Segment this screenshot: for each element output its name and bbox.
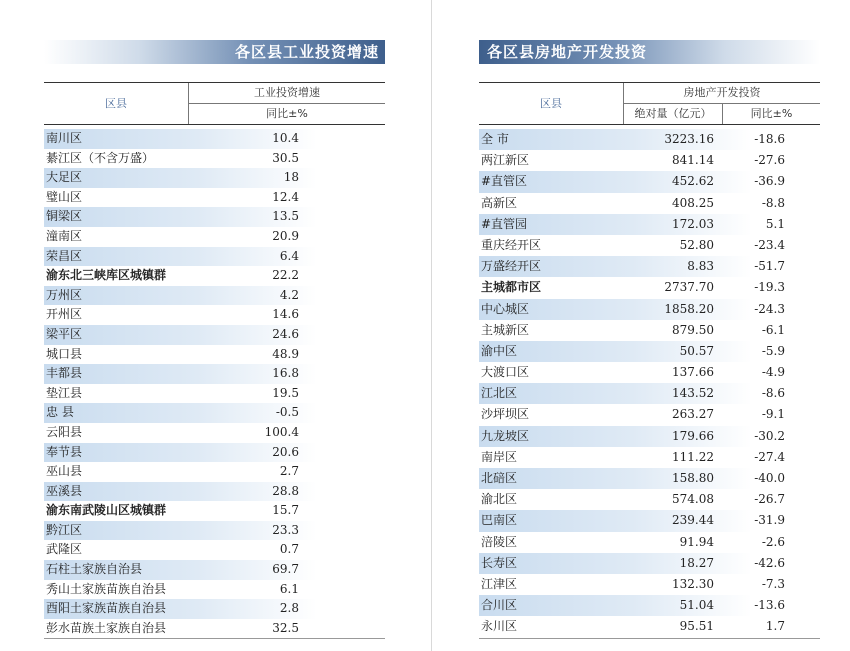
absolute-amount-value: 91.94	[679, 534, 714, 549]
page-divider	[431, 0, 432, 651]
table-row	[44, 619, 385, 639]
absolute-amount-value: 158.80	[672, 471, 714, 485]
district-name: 万盛经开区	[481, 259, 542, 274]
district-name: 城口县	[46, 346, 83, 361]
district-name: 忠 县	[46, 405, 74, 420]
table-row	[479, 129, 820, 150]
table-row	[44, 580, 385, 600]
table-row	[479, 171, 820, 192]
yoy-value: -27.4	[754, 449, 785, 464]
district-name: 合川区	[481, 598, 518, 613]
district-name: 大渡口区	[481, 365, 530, 380]
table-row	[44, 384, 385, 404]
real-estate-investment-panel	[479, 40, 820, 639]
industrial-investment-title: 各区县工业投资增速	[234, 43, 379, 61]
table-row	[479, 341, 820, 362]
yoy-value: 12.4	[272, 189, 299, 204]
yoy-value: 19.5	[272, 385, 299, 400]
yoy-value: -18.6	[754, 132, 785, 146]
real-estate-table-body	[479, 129, 820, 638]
district-name: 石柱土家族自治县	[46, 562, 143, 577]
district-name: 九龙坡区	[481, 428, 530, 443]
table-row	[479, 193, 820, 214]
yoy-value: -19.3	[754, 280, 785, 295]
real-estate-title-bar	[479, 40, 820, 64]
yoy-value: -2.6	[761, 534, 785, 549]
absolute-amount-value: 172.03	[672, 216, 714, 231]
industrial-table-header	[44, 82, 385, 125]
yoy-value: 100.4	[264, 424, 299, 439]
yoy-value: -51.7	[754, 259, 785, 274]
table-row	[479, 532, 820, 553]
district-name: 綦江区（不含万盛）	[46, 150, 155, 165]
yoy-column-header: 同比±%	[266, 107, 308, 120]
yoy-value: -0.5	[275, 405, 299, 420]
district-name: 巫溪县	[46, 483, 83, 498]
table-row	[44, 266, 385, 286]
yoy-value: 6.4	[279, 248, 299, 263]
absolute-amount-value: 408.25	[672, 195, 714, 210]
yoy-value: 2.7	[279, 464, 299, 479]
table-row	[479, 574, 820, 595]
yoy-value: -23.4	[754, 237, 785, 252]
district-name: 南岸区	[481, 449, 518, 464]
absolute-amount-value: 52.80	[679, 237, 714, 252]
table-row	[479, 553, 820, 574]
district-name: 奉节县	[46, 444, 83, 459]
district-name: 北碚区	[481, 471, 518, 485]
yoy-value: -8.6	[761, 386, 785, 401]
yoy-value: -24.3	[754, 301, 785, 316]
table-row	[44, 305, 385, 325]
absolute-amount-value: 137.66	[672, 365, 714, 380]
yoy-value: 24.6	[272, 326, 299, 341]
district-name: 两江新区	[481, 153, 530, 168]
absolute-amount-value: 263.27	[672, 407, 714, 422]
yoy-value: 16.8	[272, 366, 299, 381]
table-row	[44, 227, 385, 247]
table-row	[479, 299, 820, 320]
yoy-value: -36.9	[754, 174, 785, 189]
district-name: 万州区	[46, 287, 83, 302]
yoy-value: -5.9	[761, 343, 785, 358]
yoy-value: -8.8	[761, 195, 785, 210]
yoy-value: -40.0	[754, 471, 785, 485]
district-name: 云阳县	[46, 424, 83, 439]
district-name: 主城新区	[481, 322, 530, 337]
growth-group-header: 工业投资增速	[189, 83, 385, 104]
real-estate-group-header: 房地产开发投资	[624, 83, 820, 104]
absolute-amount-value: 879.50	[672, 322, 714, 337]
table-row	[44, 149, 385, 169]
yoy-value: 32.5	[272, 620, 299, 635]
table-row	[479, 616, 820, 637]
yoy-value: 4.2	[279, 287, 299, 302]
district-column-header: 区县	[479, 83, 624, 124]
yoy-value: -42.6	[754, 555, 785, 570]
district-name: 酉阳土家族苗族自治县	[46, 601, 167, 616]
real-estate-table-header	[479, 82, 820, 125]
district-name: 重庆经开区	[481, 237, 542, 252]
absolute-amount-value: 50.57	[679, 343, 714, 358]
table-row	[44, 345, 385, 365]
table-row	[479, 468, 820, 489]
district-name: 江北区	[481, 386, 518, 401]
district-name: 巴南区	[481, 513, 518, 528]
yoy-value: 18	[283, 170, 299, 185]
absolute-amount-value: 574.08	[672, 492, 714, 507]
table-row	[44, 599, 385, 619]
district-name: 主城都市区	[481, 280, 542, 295]
district-name: 潼南区	[46, 228, 83, 243]
yoy-value: 48.9	[272, 346, 299, 361]
real-estate-title: 各区县房地产开发投资	[487, 43, 648, 61]
table-row	[479, 447, 820, 468]
yoy-value: 0.7	[279, 542, 299, 557]
yoy-value: 28.8	[272, 483, 299, 498]
district-name: 荣昌区	[46, 248, 83, 263]
table-row	[479, 150, 820, 171]
table-row	[479, 277, 820, 298]
district-name: 渝中区	[481, 343, 518, 358]
table-row	[479, 256, 820, 277]
district-name: 铜梁区	[46, 209, 83, 224]
table-row	[44, 325, 385, 345]
table-row	[479, 320, 820, 341]
yoy-value: 5.1	[765, 216, 785, 231]
district-name: 秀山土家族苗族自治县	[46, 581, 167, 596]
yoy-value: 2.8	[279, 601, 299, 616]
district-name: 江津区	[481, 576, 518, 591]
district-name: #直管区	[481, 174, 528, 189]
yoy-column-header: 同比±%	[750, 107, 793, 120]
yoy-value: -13.6	[754, 598, 785, 613]
district-name: 全 市	[481, 132, 509, 146]
table-row	[44, 364, 385, 384]
absolute-amount-value: 1858.20	[664, 301, 714, 316]
district-name: 渝北区	[481, 492, 518, 507]
district-name: 黔江区	[46, 522, 83, 537]
table-row	[44, 403, 385, 423]
yoy-value: 14.6	[272, 307, 299, 322]
table-row	[44, 247, 385, 267]
table-bottom-rule	[479, 638, 820, 639]
absolute-amount-value: 95.51	[679, 619, 714, 634]
district-name: 渝东北三峡库区城镇群	[46, 268, 167, 283]
table-row	[479, 426, 820, 447]
district-name: #直管园	[481, 216, 528, 231]
absolute-amount-value: 143.52	[672, 386, 714, 401]
district-column-header: 区县	[44, 83, 189, 124]
yoy-value: -7.3	[761, 576, 785, 591]
district-name: 长寿区	[481, 555, 518, 570]
industrial-investment-panel	[44, 40, 385, 639]
absolute-amount-value: 239.44	[672, 513, 714, 528]
table-row	[44, 188, 385, 208]
district-name: 开州区	[46, 307, 83, 322]
district-name: 巫山县	[46, 464, 83, 479]
absolute-amount-header: 绝对量（亿元）	[624, 104, 723, 124]
yoy-value: 6.1	[279, 581, 299, 596]
district-name: 彭水苗族土家族自治县	[46, 620, 167, 635]
absolute-amount-value: 2737.70	[664, 280, 714, 295]
district-name: 大足区	[46, 170, 83, 185]
table-row	[44, 207, 385, 227]
yoy-value: 23.3	[272, 522, 299, 537]
district-name: 璧山区	[46, 189, 83, 204]
absolute-amount-value: 3223.16	[664, 132, 714, 146]
absolute-amount-value: 452.62	[672, 174, 714, 189]
yoy-value: -27.6	[754, 153, 785, 168]
yoy-value: 15.7	[272, 503, 299, 518]
absolute-amount-value: 8.83	[687, 259, 714, 274]
table-row	[479, 383, 820, 404]
district-name: 南川区	[46, 131, 83, 145]
yoy-value: 10.4	[272, 131, 299, 145]
yoy-value: 1.7	[765, 619, 785, 634]
table-row	[479, 510, 820, 531]
table-row	[44, 540, 385, 560]
table-row	[44, 168, 385, 188]
table-row	[479, 595, 820, 616]
district-name: 垫江县	[46, 385, 83, 400]
yoy-value: 69.7	[272, 562, 299, 577]
table-row	[44, 501, 385, 521]
yoy-value: -31.9	[754, 513, 785, 528]
absolute-amount-value: 841.14	[672, 153, 714, 168]
yoy-value: 20.9	[272, 228, 299, 243]
district-name: 丰都县	[46, 366, 83, 381]
table-bottom-rule	[44, 638, 385, 639]
yoy-value: -6.1	[761, 322, 785, 337]
table-row	[44, 462, 385, 482]
table-row	[44, 423, 385, 443]
table-row	[479, 214, 820, 235]
table-row	[479, 362, 820, 383]
industrial-investment-title-bar	[44, 40, 385, 64]
yoy-value: -30.2	[754, 428, 785, 443]
absolute-amount-value: 18.27	[679, 555, 714, 570]
district-name: 武隆区	[46, 542, 83, 557]
yoy-value: 13.5	[272, 209, 299, 224]
table-row	[44, 129, 385, 149]
table-row	[44, 521, 385, 541]
absolute-amount-value: 132.30	[672, 576, 714, 591]
district-name: 沙坪坝区	[481, 407, 530, 422]
district-name: 梁平区	[46, 326, 83, 341]
district-name: 涪陵区	[481, 534, 518, 549]
table-row	[44, 286, 385, 306]
table-row	[44, 443, 385, 463]
industrial-table-body	[44, 129, 385, 638]
table-row	[44, 482, 385, 502]
absolute-amount-value: 111.22	[672, 449, 714, 464]
absolute-amount-value: 179.66	[672, 428, 714, 443]
table-row	[479, 404, 820, 425]
yoy-value: -26.7	[754, 492, 785, 507]
absolute-amount-value: 51.04	[679, 598, 714, 613]
yoy-value: 20.6	[272, 444, 299, 459]
district-name: 永川区	[481, 619, 518, 634]
district-name: 高新区	[481, 195, 518, 210]
yoy-value: 22.2	[272, 268, 299, 283]
table-row	[44, 560, 385, 580]
district-name: 渝东南武陵山区城镇群	[46, 503, 167, 518]
yoy-value: -9.1	[761, 407, 785, 422]
yoy-value: 30.5	[272, 150, 299, 165]
table-row	[479, 235, 820, 256]
district-name: 中心城区	[481, 301, 530, 316]
table-row	[479, 489, 820, 510]
yoy-value: -4.9	[761, 365, 785, 380]
